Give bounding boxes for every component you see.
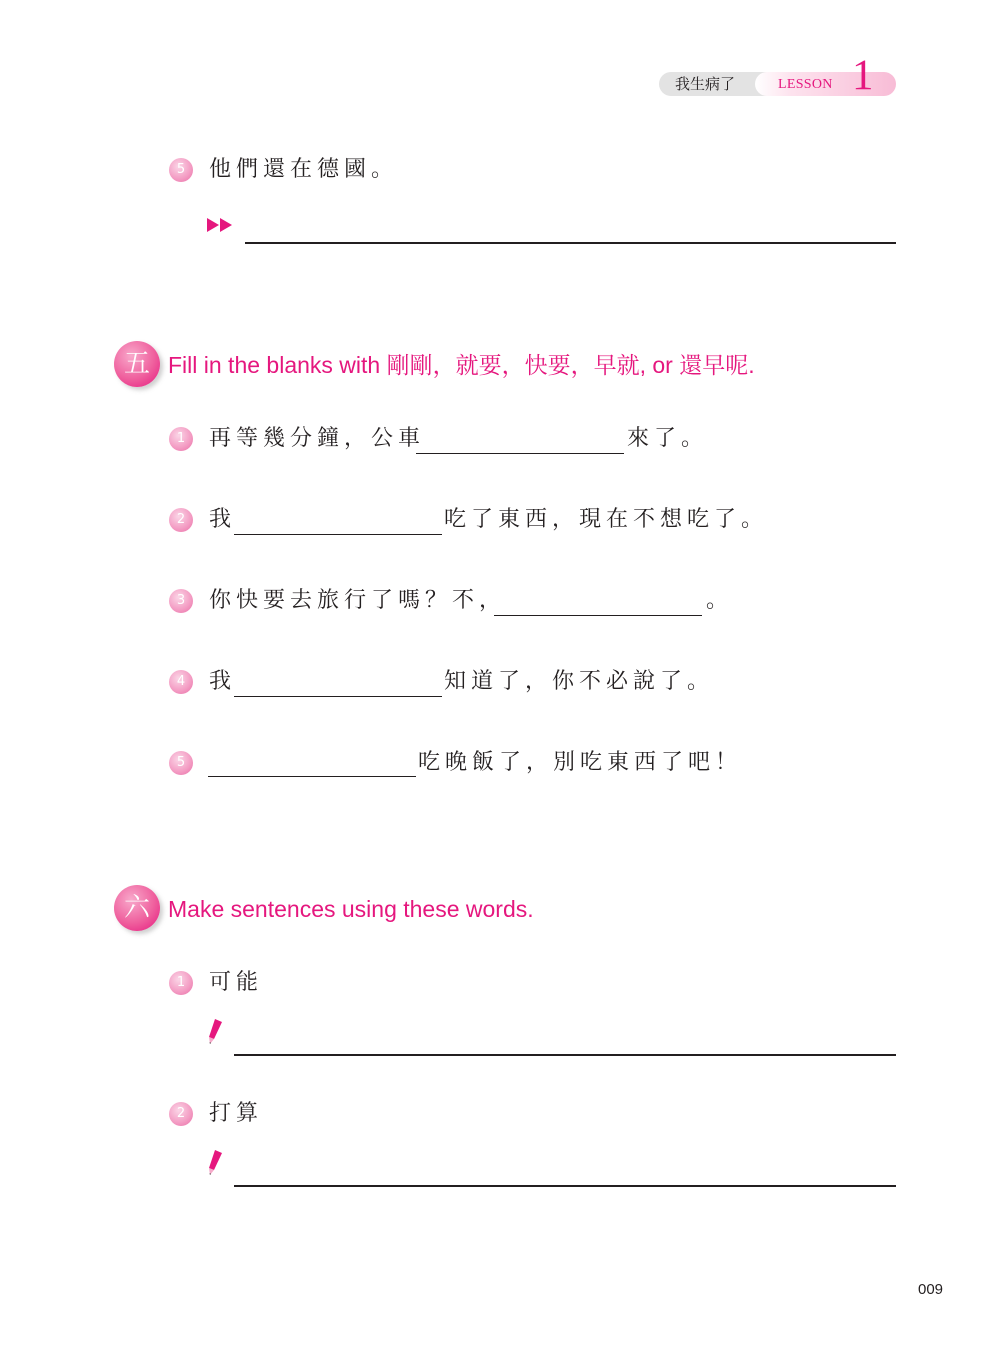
item-number: 1: [169, 971, 193, 995]
item-number: 1: [169, 427, 193, 451]
section-title: Fill in the blanks with 剛剛，就要，快要，早就, or 還早呢.: [168, 352, 755, 378]
question-text-after: 知道了，你不必說了。: [444, 669, 715, 694]
fill-blank: [234, 534, 442, 535]
item-number: 5: [169, 158, 193, 182]
question-text: 他們還在德國。: [209, 157, 399, 182]
item-number: 2: [169, 1102, 193, 1126]
question-text-before: 再等幾分鐘，公車: [209, 426, 426, 451]
item-number: 5: [169, 751, 193, 775]
question-text-before: 我: [209, 669, 237, 694]
lesson-number: 1: [852, 52, 874, 99]
lesson-header-tab: [659, 52, 896, 99]
question-text-before: 我: [209, 507, 237, 532]
vocab-word: 可能: [209, 970, 264, 995]
fill-blank: [494, 615, 702, 616]
question-text-before: 你快要去旅行了嗎？不，: [209, 588, 507, 613]
pencil-icon: [206, 1019, 224, 1045]
item-number: 2: [169, 508, 193, 532]
fill-blank: [208, 776, 416, 777]
item-number: 3: [169, 589, 193, 613]
page-number: 009: [918, 1281, 944, 1298]
section-badge: 六: [114, 885, 160, 931]
question-text-after: 。: [706, 588, 734, 613]
item-number: 4: [169, 670, 193, 694]
question-text-after: 吃晚飯了，別吃東西了吧！: [418, 750, 743, 775]
answer-line: [245, 242, 896, 244]
double-arrow-icon: [207, 217, 235, 233]
answer-line: [234, 1054, 896, 1056]
question-text-after: 來了。: [627, 426, 709, 451]
section-badge: 五: [114, 341, 160, 387]
answer-line: [234, 1185, 896, 1187]
vocab-word: 打算: [209, 1101, 264, 1126]
section-title: Make sentences using these words.: [168, 896, 534, 922]
lesson-label: LESSON: [778, 77, 833, 92]
fill-blank: [234, 696, 442, 697]
fill-blank: [416, 453, 624, 454]
pencil-icon: [206, 1150, 224, 1176]
chapter-title: 我生病了: [659, 72, 771, 96]
question-text-after: 吃了東西，現在不想吃了。: [444, 507, 769, 532]
